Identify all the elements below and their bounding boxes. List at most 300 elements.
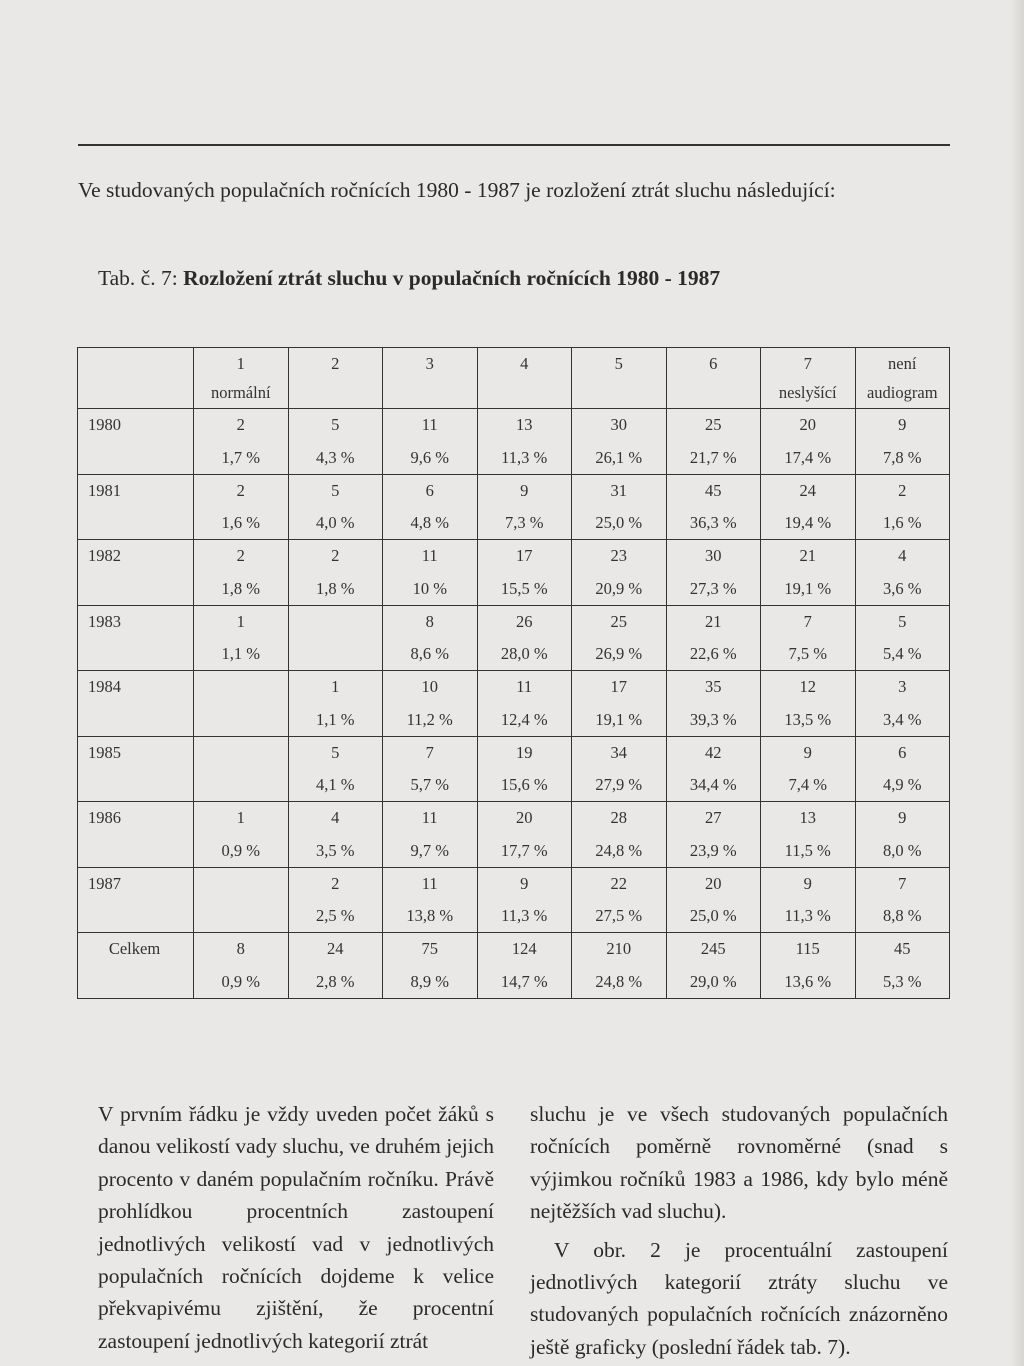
data-cell-content	[289, 475, 383, 540]
pupil-count: 2	[331, 546, 340, 566]
data-cell-content	[572, 737, 666, 802]
data-cell-content	[478, 409, 572, 474]
data-cell-content	[478, 933, 572, 998]
pupil-count: 4	[331, 808, 340, 828]
header-cell-content	[289, 348, 383, 408]
data-cell	[572, 540, 667, 606]
data-cell-content	[572, 475, 666, 540]
percentage: 27,9 %	[595, 775, 643, 795]
year-cell-content	[78, 606, 193, 671]
header-cell	[572, 348, 667, 409]
data-cell-content	[478, 868, 572, 933]
percentage: 27,3 %	[689, 578, 737, 598]
data-cell-content	[667, 475, 761, 540]
pupil-count: 75	[421, 939, 438, 959]
data-cell	[666, 933, 761, 999]
percentage: 21,7 %	[689, 447, 737, 467]
data-cell-content	[667, 671, 761, 736]
pupil-count: 9	[898, 808, 907, 828]
data-cell	[383, 867, 478, 933]
percentage: 25,0 %	[595, 513, 643, 533]
percentage: 36,3 %	[689, 513, 737, 533]
percentage: 4,0 %	[316, 513, 355, 533]
header-cell	[666, 348, 761, 409]
data-cell	[194, 605, 289, 671]
data-cell-content	[478, 671, 572, 736]
header-cell	[477, 348, 572, 409]
data-cell-content	[667, 540, 761, 605]
data-cell	[194, 671, 289, 737]
data-cell	[761, 671, 856, 737]
data-cell-content	[667, 868, 761, 933]
header-cell	[383, 348, 478, 409]
pupil-count: 21	[705, 611, 722, 631]
data-cell-content	[194, 671, 288, 736]
percentage: 17,4 %	[784, 447, 832, 467]
data-cell-content	[383, 409, 477, 474]
table-row	[78, 474, 950, 540]
data-cell	[761, 474, 856, 540]
pupil-count: 30	[705, 546, 722, 566]
data-cell	[572, 933, 667, 999]
category-number: 7	[803, 354, 812, 373]
pupil-count: 9	[898, 415, 907, 435]
percentage: 11,3 %	[501, 906, 548, 926]
pupil-count: 2	[236, 415, 245, 435]
data-cell	[288, 867, 383, 933]
data-cell	[855, 933, 950, 999]
year-cell-content	[78, 933, 193, 998]
percentage: 2,5 %	[316, 906, 355, 926]
percentage: 3,6 %	[883, 578, 922, 598]
year-cell-content	[78, 671, 193, 736]
pupil-count: 27	[705, 808, 722, 828]
row-label: 1984	[88, 677, 121, 697]
pupil-count: 210	[606, 939, 632, 959]
pupil-count: 11	[421, 873, 438, 893]
percentage: 8,8 %	[883, 906, 922, 926]
header-cell	[761, 348, 856, 409]
percentage: 1,7 %	[221, 447, 260, 467]
row-label: 1983	[88, 611, 121, 631]
data-cell	[477, 474, 572, 540]
pupil-count: 23	[610, 546, 627, 566]
data-cell-content	[667, 409, 761, 474]
data-cell	[855, 409, 950, 475]
header-cell	[855, 348, 950, 409]
body-paragraph: V prvním řádku je vždy uveden počet žáků s danou velikostí vady sluchu, ve druhém jejich procento v daném populačním ročníku. Právě prohlídkou procentních zastoupení jednotlivých velikostí vad v jednotlivých populačních ročnících dojdeme k velice překvapivému zjištění, že procentní zastoupení jednotlivých kategorií ztrát	[98, 1102, 494, 1353]
pupil-count: 31	[610, 480, 627, 500]
table-row	[78, 540, 950, 606]
table-caption	[98, 264, 958, 292]
data-cell-content	[667, 606, 761, 671]
data-cell	[383, 540, 478, 606]
percentage: 9,6 %	[410, 447, 449, 467]
pupil-count: 25	[610, 611, 627, 631]
data-cell-content	[572, 409, 666, 474]
percentage: 1,1 %	[221, 644, 260, 664]
pupil-count: 22	[610, 873, 627, 893]
percentage: 22,6 %	[689, 644, 737, 664]
data-cell	[477, 540, 572, 606]
row-label: 1981	[88, 480, 121, 500]
data-cell-content	[667, 737, 761, 802]
data-cell	[477, 736, 572, 802]
data-cell	[477, 933, 572, 999]
row-label: 1985	[88, 742, 121, 762]
data-cell-content	[572, 540, 666, 605]
category-number: 1	[236, 354, 245, 373]
table-row	[78, 605, 950, 671]
header-cell-content	[667, 348, 761, 408]
percentage: 25,0 %	[689, 906, 737, 926]
data-cell	[666, 605, 761, 671]
data-cell	[383, 409, 478, 475]
row-label: 1986	[88, 808, 121, 828]
data-cell	[761, 540, 856, 606]
table-row	[78, 736, 950, 802]
data-cell	[572, 671, 667, 737]
data-cell	[477, 605, 572, 671]
data-cell	[855, 867, 950, 933]
data-cell-content	[761, 737, 855, 802]
percentage: 8,6 %	[410, 644, 449, 664]
year-cell-content	[78, 737, 193, 802]
data-cell	[288, 802, 383, 868]
data-cell-content	[289, 933, 383, 998]
data-cell-content	[383, 802, 477, 867]
year-cell	[78, 671, 194, 737]
data-cell	[194, 474, 289, 540]
percentage: 28,0 %	[500, 644, 548, 664]
data-cell-content	[856, 409, 950, 474]
pupil-count: 2	[898, 480, 907, 500]
data-cell	[194, 933, 289, 999]
data-cell-content	[667, 933, 761, 998]
pupil-count: 9	[803, 873, 812, 893]
data-cell-content	[383, 606, 477, 671]
percentage: 24,8 %	[595, 840, 643, 860]
year-cell	[78, 540, 194, 606]
pupil-count: 8	[236, 939, 245, 959]
percentage: 12,4 %	[500, 709, 548, 729]
row-label: 1980	[88, 415, 121, 435]
percentage: 4,8 %	[410, 513, 449, 533]
pupil-count: 11	[421, 808, 438, 828]
data-cell-content	[856, 933, 950, 998]
body-column-right	[530, 1098, 948, 1363]
table-row	[78, 802, 950, 868]
percentage: 29,0 %	[689, 972, 737, 991]
data-cell	[194, 736, 289, 802]
data-cell	[477, 409, 572, 475]
category-label: neslyšící	[778, 383, 837, 403]
pupil-count: 17	[610, 677, 627, 697]
pupil-count: 8	[425, 611, 434, 631]
data-cell	[288, 540, 383, 606]
body-paragraph: sluchu je ve všech studovaných populačních ročnících poměrně rovnoměrné (snad s výjimkou ročníků 1983 a 1986, kdy bylo méně nejtěžších vad sluchu).	[530, 1102, 948, 1224]
percentage: 7,4 %	[788, 775, 827, 795]
category-label: audiogram	[866, 383, 938, 403]
pupil-count: 3	[898, 677, 907, 697]
data-cell-content	[761, 868, 855, 933]
percentage: 11,3 %	[784, 906, 831, 926]
pupil-count: 20	[705, 873, 722, 893]
data-cell-content	[194, 737, 288, 802]
data-cell-content	[194, 606, 288, 671]
table-row	[78, 933, 950, 999]
data-cell	[383, 474, 478, 540]
data-cell	[572, 736, 667, 802]
header-cell	[288, 348, 383, 409]
data-cell	[666, 867, 761, 933]
data-cell	[666, 802, 761, 868]
pupil-count: 19	[516, 742, 533, 762]
top-rule	[78, 144, 950, 146]
percentage: 19,1 %	[784, 578, 832, 598]
data-cell-content	[478, 737, 572, 802]
data-cell-content	[572, 868, 666, 933]
data-cell-content	[289, 671, 383, 736]
row-label: 1982	[88, 546, 121, 566]
data-cell-content	[194, 409, 288, 474]
data-cell-content	[478, 540, 572, 605]
header-cell-content	[856, 348, 950, 408]
percentage: 7,3 %	[505, 513, 544, 533]
percentage: 8,9 %	[410, 972, 449, 991]
year-cell	[78, 736, 194, 802]
data-cell-content	[194, 802, 288, 867]
data-cell	[288, 474, 383, 540]
data-cell	[383, 736, 478, 802]
data-cell	[477, 671, 572, 737]
pupil-count: 11	[421, 415, 438, 435]
percentage: 4,1 %	[316, 775, 355, 795]
data-cell-content	[383, 868, 477, 933]
percentage: 5,3 %	[883, 972, 922, 991]
data-cell-content	[289, 540, 383, 605]
pupil-count: 2	[236, 546, 245, 566]
pupil-count: 42	[705, 742, 722, 762]
pupil-count: 245	[700, 939, 726, 959]
percentage: 5,4 %	[883, 644, 922, 664]
percentage: 0,9 %	[221, 972, 260, 991]
pupil-count: 11	[421, 546, 438, 566]
body-column-left	[98, 1098, 494, 1357]
percentage: 7,5 %	[788, 644, 827, 664]
data-cell	[572, 802, 667, 868]
page-edge-shadow	[1010, 0, 1024, 1366]
year-cell	[78, 867, 194, 933]
percentage: 2,8 %	[316, 972, 355, 991]
pupil-count: 28	[610, 808, 627, 828]
data-cell-content	[289, 409, 383, 474]
pupil-count: 7	[803, 611, 812, 631]
data-cell-content	[761, 933, 855, 998]
data-cell-content	[856, 737, 950, 802]
pupil-count: 34	[610, 742, 627, 762]
data-cell	[288, 409, 383, 475]
table-row	[78, 671, 950, 737]
data-cell-content	[478, 475, 572, 540]
data-cell-content	[383, 475, 477, 540]
year-cell-content	[78, 475, 193, 540]
year-cell	[78, 605, 194, 671]
percentage: 11,3 %	[501, 447, 548, 467]
year-cell-content	[78, 540, 193, 605]
percentage: 11,5 %	[784, 840, 831, 860]
pupil-count: 45	[894, 939, 911, 959]
data-cell-content	[856, 802, 950, 867]
category-number: 2	[331, 354, 340, 373]
data-cell-content	[289, 737, 383, 802]
data-cell-content	[194, 868, 288, 933]
data-cell-content	[383, 737, 477, 802]
data-cell	[194, 802, 289, 868]
table-corner-cell	[78, 348, 194, 409]
year-cell	[78, 474, 194, 540]
percentage: 11,2 %	[406, 709, 453, 729]
data-cell	[761, 409, 856, 475]
percentage: 1,1 %	[316, 709, 355, 729]
pupil-count: 11	[516, 677, 533, 697]
header-cell-content	[194, 348, 288, 408]
category-number: 6	[709, 354, 718, 373]
data-cell	[855, 802, 950, 868]
data-cell-content	[761, 409, 855, 474]
percentage: 13,6 %	[784, 972, 832, 991]
percentage: 10 %	[412, 578, 447, 598]
data-cell	[288, 736, 383, 802]
data-cell	[383, 671, 478, 737]
category-number: 4	[520, 354, 529, 373]
percentage: 1,8 %	[316, 578, 355, 598]
data-cell	[288, 605, 383, 671]
data-cell	[383, 802, 478, 868]
percentage: 4,3 %	[316, 447, 355, 467]
hearing-loss-table	[77, 347, 950, 999]
data-cell	[572, 867, 667, 933]
data-cell	[761, 736, 856, 802]
percentage: 26,1 %	[595, 447, 643, 467]
percentage: 9,7 %	[410, 840, 449, 860]
body-paragraph: V obr. 2 je procentuální zastoupení jednotlivých kategorií ztráty sluchu ve studovaných populačních ročnících znázorněno ještě graficky (poslední řádek tab. 7).	[530, 1237, 948, 1359]
pupil-count: 5	[898, 611, 907, 631]
percentage: 8,0 %	[883, 840, 922, 860]
data-cell-content	[761, 475, 855, 540]
data-cell	[383, 933, 478, 999]
data-cell	[855, 671, 950, 737]
percentage: 1,6 %	[221, 513, 260, 533]
header-cell-content	[572, 348, 666, 408]
pupil-count: 4	[898, 546, 907, 566]
percentage: 23,9 %	[689, 840, 737, 860]
data-cell-content	[478, 606, 572, 671]
data-cell	[572, 409, 667, 475]
percentage: 0,9 %	[221, 840, 260, 860]
data-cell-content	[856, 475, 950, 540]
data-cell	[572, 605, 667, 671]
caption-prefix: Tab. č. 7:	[98, 266, 184, 290]
pupil-count: 115	[795, 939, 820, 959]
data-cell-content	[856, 868, 950, 933]
year-cell-content	[78, 409, 193, 474]
data-cell	[855, 605, 950, 671]
percentage: 5,7 %	[410, 775, 449, 795]
data-cell-content	[194, 933, 288, 998]
pupil-count: 9	[520, 480, 529, 500]
year-cell	[78, 409, 194, 475]
pupil-count: 6	[425, 480, 434, 500]
percentage: 3,5 %	[316, 840, 355, 860]
data-cell-content	[856, 671, 950, 736]
year-cell	[78, 933, 194, 999]
pupil-count: 35	[705, 677, 722, 697]
percentage: 14,7 %	[500, 972, 548, 991]
pupil-count: 12	[799, 677, 816, 697]
percentage: 27,5 %	[595, 906, 643, 926]
percentage: 17,7 %	[500, 840, 548, 860]
pupil-count: 6	[898, 742, 907, 762]
data-cell	[761, 605, 856, 671]
pupil-count: 24	[327, 939, 344, 959]
data-cell	[288, 671, 383, 737]
data-cell	[383, 605, 478, 671]
header-cell-content	[383, 348, 477, 408]
data-cell	[761, 867, 856, 933]
caption-title: Rozložení ztrát sluchu v populačních ročnících 1980 - 1987	[183, 266, 721, 290]
percentage: 1,8 %	[221, 578, 260, 598]
data-cell-content	[572, 933, 666, 998]
pupil-count: 2	[236, 480, 245, 500]
table-row	[78, 409, 950, 475]
data-cell-content	[856, 540, 950, 605]
year-cell	[78, 802, 194, 868]
pupil-count: 9	[520, 873, 529, 893]
percentage: 26,9 %	[595, 644, 643, 664]
percentage: 19,1 %	[595, 709, 643, 729]
data-cell	[477, 802, 572, 868]
data-cell-content	[572, 802, 666, 867]
header-cell	[194, 348, 289, 409]
row-label: 1987	[88, 873, 121, 893]
pupil-count: 1	[236, 611, 245, 631]
percentage: 19,4 %	[784, 513, 832, 533]
data-cell-content	[761, 606, 855, 671]
category-number: není	[888, 354, 917, 373]
pupil-count: 9	[803, 742, 812, 762]
pupil-count: 24	[799, 480, 816, 500]
pupil-count: 7	[425, 742, 434, 762]
pupil-count: 2	[331, 873, 340, 893]
percentage: 15,5 %	[500, 578, 548, 598]
data-cell	[666, 671, 761, 737]
pupil-count: 21	[799, 546, 816, 566]
pupil-count: 26	[516, 611, 533, 631]
data-cell-content	[478, 802, 572, 867]
data-cell-content	[289, 802, 383, 867]
pupil-count: 124	[511, 939, 537, 959]
percentage: 34,4 %	[689, 775, 737, 795]
percentage: 13,8 %	[406, 906, 454, 926]
header-cell-content	[761, 348, 855, 408]
pupil-count: 1	[236, 808, 245, 828]
data-cell	[761, 933, 856, 999]
pupil-count: 7	[898, 873, 907, 893]
data-cell	[761, 802, 856, 868]
data-cell	[477, 867, 572, 933]
pupil-count: 5	[331, 415, 340, 435]
